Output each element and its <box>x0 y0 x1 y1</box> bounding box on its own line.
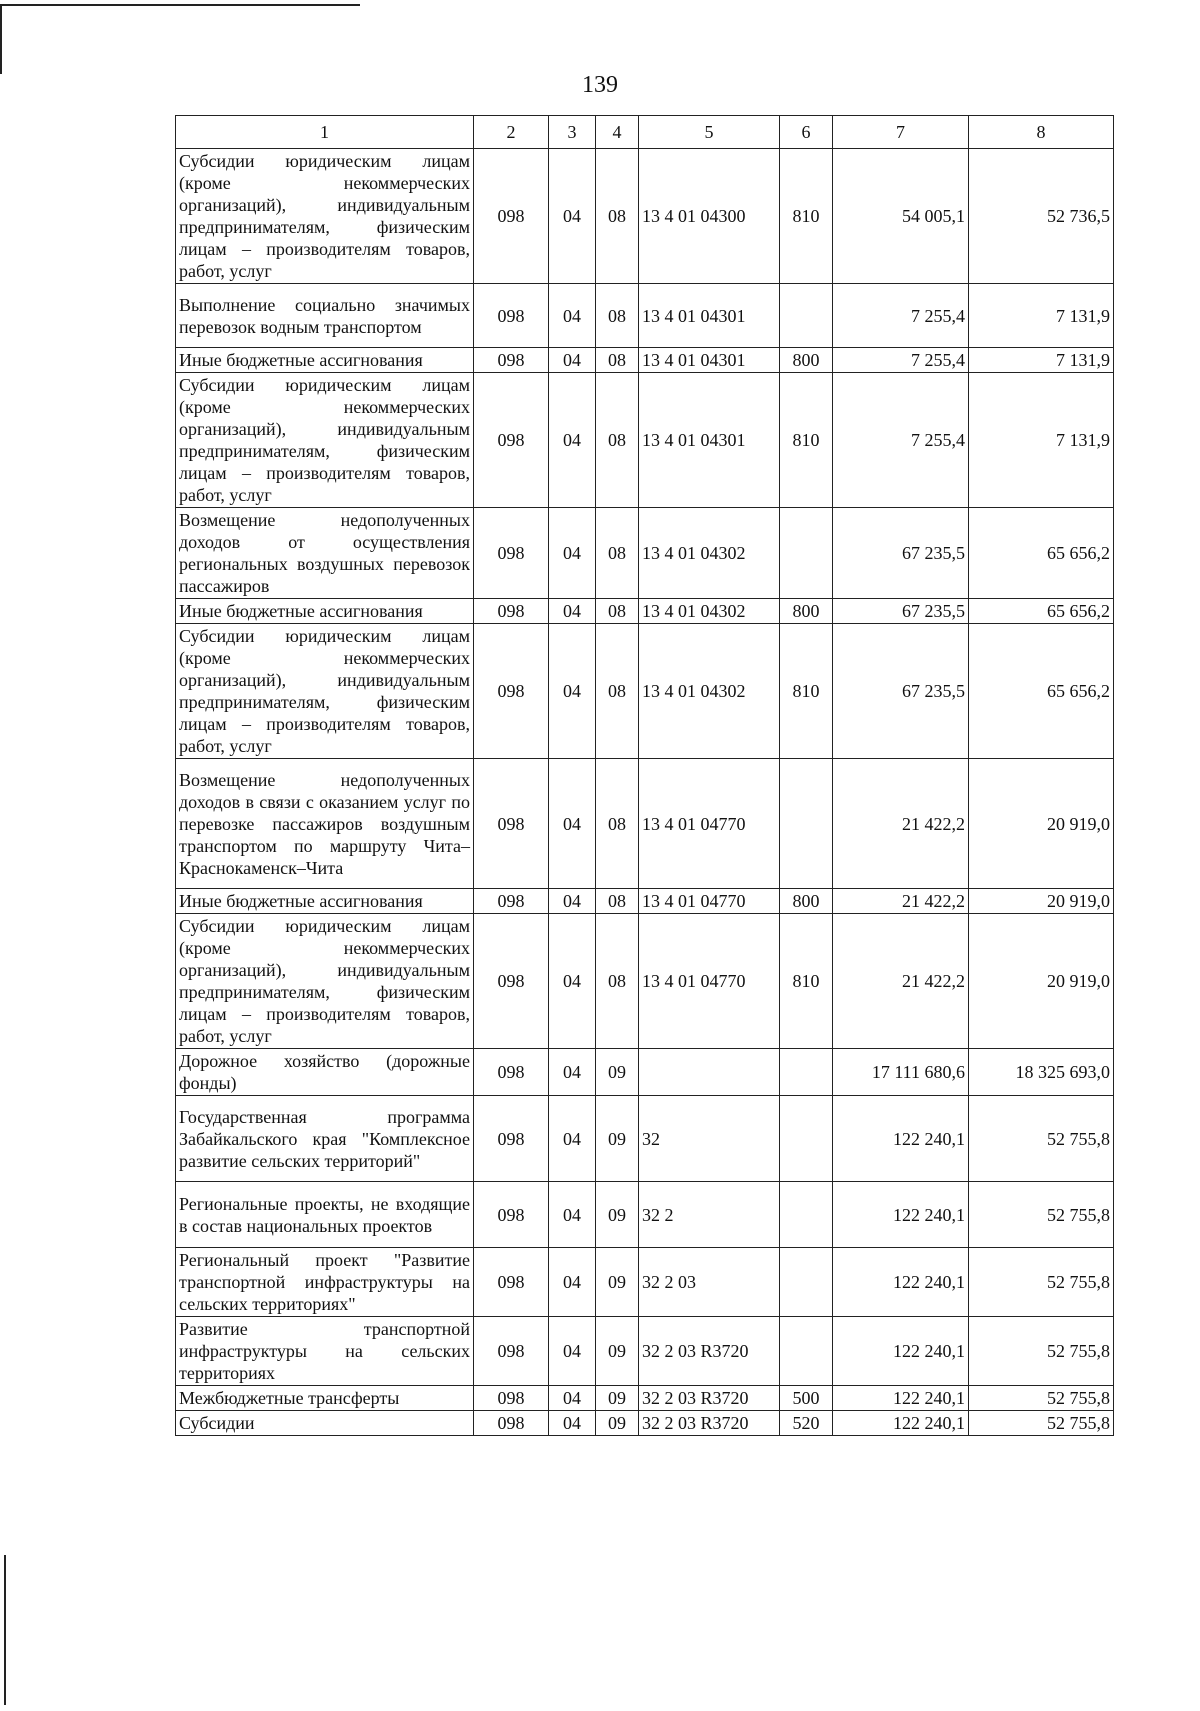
code-cell: 098 <box>474 1182 549 1248</box>
expense-type-cell: 500 <box>780 1386 833 1411</box>
row-name-cell: Выполнение социально значимых перевозок водным транспортом <box>176 284 474 348</box>
target-article-cell: 32 2 03 R3720 <box>639 1317 780 1386</box>
row-name-cell: Субсидии юридическим лицам (кроме некоммерческих организаций), индивидуальным предпринимателям, физическим лицам – производителям товаров, работ, услуг <box>176 373 474 508</box>
row-name-cell: Субсидии юридическим лицам (кроме некоммерческих организаций), индивидуальным предпринимателям, физическим лицам – производителям товаров, работ, услуг <box>176 914 474 1049</box>
section-cell: 04 <box>549 284 596 348</box>
scan-edge-bottom <box>4 1555 6 1705</box>
table-row <box>176 373 1114 508</box>
row-name-cell: Иные бюджетные ассигнования <box>176 599 474 624</box>
row-name-cell: Государственная программа Забайкальского края "Комплексное развитие сельских территорий" <box>176 1096 474 1182</box>
amount-cell: 7 255,4 <box>833 284 969 348</box>
expense-type-cell: 810 <box>780 914 833 1049</box>
target-article-cell: 13 4 01 04300 <box>639 149 780 284</box>
amount-cell: 52 755,8 <box>969 1182 1114 1248</box>
amount-cell: 122 240,1 <box>833 1248 969 1317</box>
subsection-cell: 08 <box>596 759 639 889</box>
page-number: 139 <box>582 72 618 98</box>
section-cell: 04 <box>549 1182 596 1248</box>
subsection-cell: 08 <box>596 149 639 284</box>
column-header: 3 <box>549 116 596 149</box>
amount-cell: 21 422,2 <box>833 914 969 1049</box>
code-cell: 098 <box>474 149 549 284</box>
amount-cell: 122 240,1 <box>833 1386 969 1411</box>
expense-type-cell: 810 <box>780 624 833 759</box>
amount-cell: 7 131,9 <box>969 373 1114 508</box>
row-name-cell: Иные бюджетные ассигнования <box>176 889 474 914</box>
amount-cell: 21 422,2 <box>833 889 969 914</box>
section-cell: 04 <box>549 1049 596 1096</box>
amount-cell: 54 005,1 <box>833 149 969 284</box>
table-row <box>176 348 1114 373</box>
section-cell: 04 <box>549 1317 596 1386</box>
amount-cell: 65 656,2 <box>969 599 1114 624</box>
amount-cell: 67 235,5 <box>833 599 969 624</box>
table-row <box>176 1411 1114 1436</box>
column-header: 7 <box>833 116 969 149</box>
subsection-cell: 08 <box>596 348 639 373</box>
target-article-cell: 32 2 03 <box>639 1248 780 1317</box>
table-row <box>176 1317 1114 1386</box>
subsection-cell: 09 <box>596 1049 639 1096</box>
code-cell: 098 <box>474 373 549 508</box>
scan-edge-left <box>0 4 2 74</box>
header-row <box>176 116 1114 149</box>
table-row <box>176 1096 1114 1182</box>
target-article-cell: 13 4 01 04770 <box>639 914 780 1049</box>
expense-type-cell <box>780 759 833 889</box>
table-row <box>176 149 1114 284</box>
expense-type-cell: 800 <box>780 348 833 373</box>
code-cell: 098 <box>474 1049 549 1096</box>
code-cell: 098 <box>474 1096 549 1182</box>
section-cell: 04 <box>549 889 596 914</box>
table-row <box>176 889 1114 914</box>
amount-cell: 52 755,8 <box>969 1096 1114 1182</box>
table-row <box>176 1049 1114 1096</box>
subsection-cell: 08 <box>596 914 639 1049</box>
code-cell: 098 <box>474 624 549 759</box>
column-header: 1 <box>176 116 474 149</box>
code-cell: 098 <box>474 759 549 889</box>
amount-cell: 17 111 680,6 <box>833 1049 969 1096</box>
target-article-cell: 13 4 01 04302 <box>639 599 780 624</box>
expense-type-cell: 520 <box>780 1411 833 1436</box>
subsection-cell: 09 <box>596 1182 639 1248</box>
expense-type-cell: 810 <box>780 373 833 508</box>
amount-cell: 122 240,1 <box>833 1096 969 1182</box>
table-row <box>176 1386 1114 1411</box>
table-row <box>176 759 1114 889</box>
amount-cell: 122 240,1 <box>833 1182 969 1248</box>
code-cell: 098 <box>474 1411 549 1436</box>
subsection-cell: 09 <box>596 1248 639 1317</box>
target-article-cell: 13 4 01 04301 <box>639 284 780 348</box>
row-name-cell: Региональные проекты, не входящие в состав национальных проектов <box>176 1182 474 1248</box>
subsection-cell: 08 <box>596 889 639 914</box>
code-cell: 098 <box>474 889 549 914</box>
row-name-cell: Субсидии юридическим лицам (кроме некоммерческих организаций), индивидуальным предпринимателям, физическим лицам – производителям товаров, работ, услуг <box>176 624 474 759</box>
amount-cell: 122 240,1 <box>833 1317 969 1386</box>
amount-cell: 52 755,8 <box>969 1248 1114 1317</box>
scan-edge-top <box>0 4 360 6</box>
section-cell: 04 <box>549 508 596 599</box>
target-article-cell: 13 4 01 04770 <box>639 889 780 914</box>
expense-type-cell <box>780 1317 833 1386</box>
amount-cell: 7 131,9 <box>969 284 1114 348</box>
table-row <box>176 914 1114 1049</box>
row-name-cell: Возмещение недополученных доходов в связи с оказанием услуг по перевозке пассажиров воздушным транспортом по маршруту Чита–Краснокаменск–Чита <box>176 759 474 889</box>
table-row <box>176 1248 1114 1317</box>
code-cell: 098 <box>474 508 549 599</box>
amount-cell: 21 422,2 <box>833 759 969 889</box>
table-row <box>176 284 1114 348</box>
amount-cell: 7 131,9 <box>969 348 1114 373</box>
table-row <box>176 599 1114 624</box>
amount-cell: 52 755,8 <box>969 1411 1114 1436</box>
section-cell: 04 <box>549 149 596 284</box>
row-name-cell: Субсидии юридическим лицам (кроме некоммерческих организаций), индивидуальным предпринимателям, физическим лицам – производителям товаров, работ, услуг <box>176 149 474 284</box>
amount-cell: 18 325 693,0 <box>969 1049 1114 1096</box>
subsection-cell: 08 <box>596 599 639 624</box>
row-name-cell: Дорожное хозяйство (дорожные фонды) <box>176 1049 474 1096</box>
column-header: 8 <box>969 116 1114 149</box>
subsection-cell: 08 <box>596 373 639 508</box>
target-article-cell: 32 <box>639 1096 780 1182</box>
amount-cell: 67 235,5 <box>833 508 969 599</box>
column-header: 2 <box>474 116 549 149</box>
amount-cell: 122 240,1 <box>833 1411 969 1436</box>
amount-cell: 20 919,0 <box>969 889 1114 914</box>
amount-cell: 65 656,2 <box>969 624 1114 759</box>
target-article-cell: 32 2 03 R3720 <box>639 1411 780 1436</box>
expense-type-cell <box>780 1096 833 1182</box>
section-cell: 04 <box>549 348 596 373</box>
subsection-cell: 08 <box>596 508 639 599</box>
row-name-cell: Иные бюджетные ассигнования <box>176 348 474 373</box>
expense-type-cell: 810 <box>780 149 833 284</box>
amount-cell: 20 919,0 <box>969 759 1114 889</box>
expense-type-cell <box>780 1049 833 1096</box>
section-cell: 04 <box>549 373 596 508</box>
amount-cell: 52 755,8 <box>969 1317 1114 1386</box>
target-article-cell: 13 4 01 04770 <box>639 759 780 889</box>
amount-cell: 20 919,0 <box>969 914 1114 1049</box>
code-cell: 098 <box>474 1248 549 1317</box>
row-name-cell: Региональный проект "Развитие транспортной инфраструктуры на сельских территориях" <box>176 1248 474 1317</box>
target-article-cell: 13 4 01 04301 <box>639 348 780 373</box>
section-cell: 04 <box>549 759 596 889</box>
section-cell: 04 <box>549 1411 596 1436</box>
expense-type-cell <box>780 508 833 599</box>
code-cell: 098 <box>474 1317 549 1386</box>
table-row <box>176 1182 1114 1248</box>
section-cell: 04 <box>549 624 596 759</box>
row-name-cell: Межбюджетные трансферты <box>176 1386 474 1411</box>
subsection-cell: 09 <box>596 1411 639 1436</box>
subsection-cell: 09 <box>596 1317 639 1386</box>
target-article-cell: 13 4 01 04302 <box>639 508 780 599</box>
amount-cell: 67 235,5 <box>833 624 969 759</box>
section-cell: 04 <box>549 1096 596 1182</box>
amount-cell: 7 255,4 <box>833 373 969 508</box>
row-name-cell: Развитие транспортной инфраструктуры на сельских территориях <box>176 1317 474 1386</box>
target-article-cell: 13 4 01 04301 <box>639 373 780 508</box>
code-cell: 098 <box>474 914 549 1049</box>
expense-type-cell <box>780 1248 833 1317</box>
expense-type-cell <box>780 284 833 348</box>
column-header: 4 <box>596 116 639 149</box>
table-row <box>176 624 1114 759</box>
target-article-cell <box>639 1049 780 1096</box>
column-header: 5 <box>639 116 780 149</box>
amount-cell: 52 736,5 <box>969 149 1114 284</box>
code-cell: 098 <box>474 1386 549 1411</box>
amount-cell: 65 656,2 <box>969 508 1114 599</box>
amount-cell: 52 755,8 <box>969 1386 1114 1411</box>
amount-cell: 7 255,4 <box>833 348 969 373</box>
code-cell: 098 <box>474 284 549 348</box>
budget-table <box>175 115 1114 1436</box>
target-article-cell: 32 2 <box>639 1182 780 1248</box>
section-cell: 04 <box>549 1248 596 1317</box>
section-cell: 04 <box>549 914 596 1049</box>
expense-type-cell <box>780 1182 833 1248</box>
expense-type-cell: 800 <box>780 889 833 914</box>
section-cell: 04 <box>549 599 596 624</box>
table-row <box>176 508 1114 599</box>
subsection-cell: 09 <box>596 1386 639 1411</box>
expense-type-cell: 800 <box>780 599 833 624</box>
target-article-cell: 32 2 03 R3720 <box>639 1386 780 1411</box>
row-name-cell: Возмещение недополученных доходов от осуществления региональных воздушных перевозок пассажиров <box>176 508 474 599</box>
subsection-cell: 08 <box>596 284 639 348</box>
column-header: 6 <box>780 116 833 149</box>
target-article-cell: 13 4 01 04302 <box>639 624 780 759</box>
code-cell: 098 <box>474 348 549 373</box>
section-cell: 04 <box>549 1386 596 1411</box>
subsection-cell: 09 <box>596 1096 639 1182</box>
subsection-cell: 08 <box>596 624 639 759</box>
row-name-cell: Субсидии <box>176 1411 474 1436</box>
code-cell: 098 <box>474 599 549 624</box>
